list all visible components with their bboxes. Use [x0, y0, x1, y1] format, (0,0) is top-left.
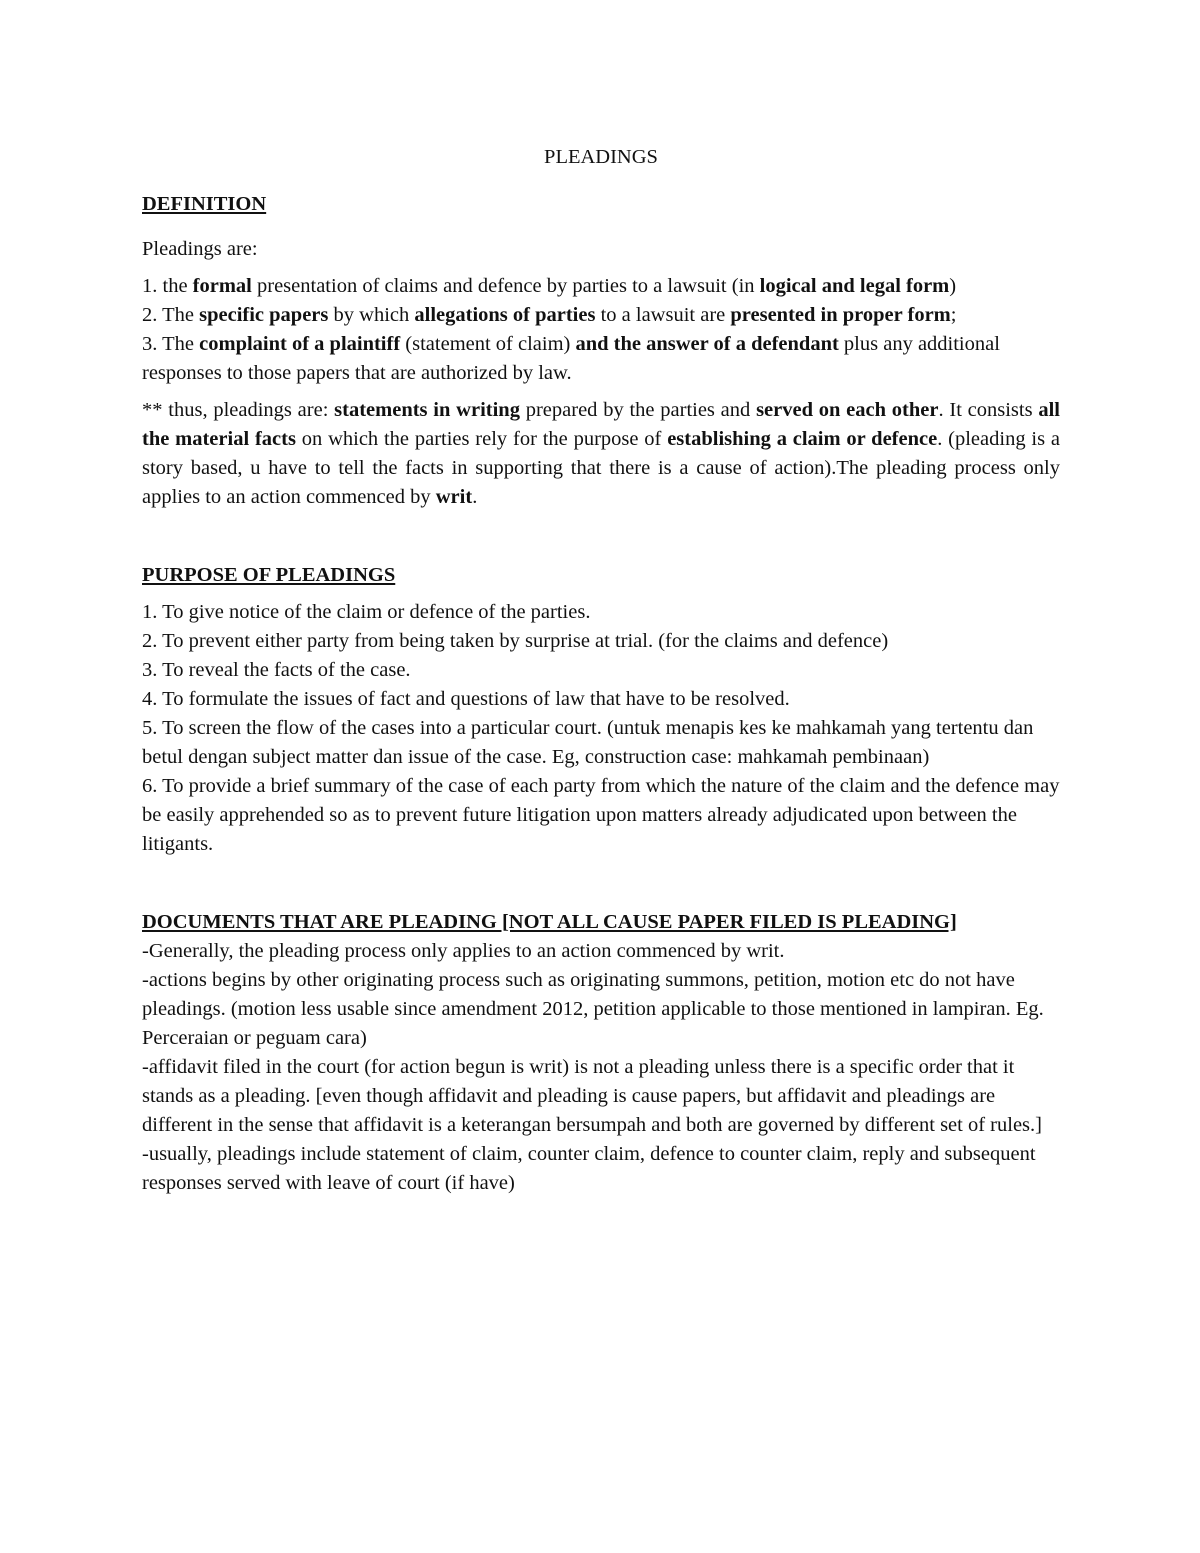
documents-item: -Generally, the pleading process only applies to an action commenced by writ.: [142, 940, 785, 962]
purpose-item: 3. To reveal the facts of the case.: [142, 659, 411, 681]
definition-heading: DEFINITION: [142, 193, 267, 215]
purpose-item: 2. To prevent either party from being taken by surprise at trial. (for the claims and defence): [142, 630, 889, 652]
documents-item: -actions begins by other originating process such as originating summons, petition, motion etc do not have pleadings. (motion less usable since amendment 2012, petition applicable to those mentioned in lampiran. Eg. Perceraian or peguam cara): [142, 969, 1044, 1049]
definition-summary: ** thus, pleadings are: statements in writing prepared by the parties and served on each other. It consists all the material facts on which the parties rely for the purpose of establishing a claim or defence. (pleading is a story based, u have to tell the facts in supporting that there is a cause of action).The pleading process only applies to an action commenced by writ.: [142, 399, 1061, 508]
documents-item: -usually, pleadings include statement of claim, counter claim, defence to counter claim, reply and subsequent responses served with leave of court (if have): [142, 1143, 1036, 1194]
purpose-heading: PURPOSE OF PLEADINGS: [142, 564, 396, 586]
purpose-item: 4. To formulate the issues of fact and questions of law that have to be resolved.: [142, 688, 790, 710]
purpose-item: 6. To provide a brief summary of the case of each party from which the nature of the claim and the defence may be easily apprehended so as to prevent future litigation upon matters already adjudicated upon between the litigants.: [142, 775, 1060, 855]
purpose-item: 5. To screen the flow of the cases into a particular court. (untuk menapis kes ke mahkamah yang tertentu dan betul dengan subject matter dan issue of the case. Eg, construction case: mahkamah pembinaan): [142, 717, 1034, 768]
definition-intro: Pleadings are:: [142, 238, 258, 260]
definition-item-1: 1. the formal presentation of claims and defence by parties to a lawsuit (in logical and legal form): [142, 275, 957, 297]
purpose-item: 1. To give notice of the claim or defence of the parties.: [142, 601, 591, 623]
page-title: PLEADINGS: [544, 146, 658, 168]
documents-item: -affidavit filed in the court (for action begun is writ) is not a pleading unless there is a specific order that it stands as a pleading. [even though affidavit and pleading is cause papers, but affidavit and pleadings are different in the sense that affidavit is a keterangan bersumpah and both are governed by different set of rules.]: [142, 1056, 1042, 1136]
documents-heading: DOCUMENTS THAT ARE PLEADING [NOT ALL CAUSE PAPER FILED IS PLEADING]: [142, 911, 957, 933]
definition-item-2: 2. The specific papers by which allegations of parties to a lawsuit are presented in proper form;: [142, 304, 957, 326]
definition-item-3: 3. The complaint of a plaintiff (statement of claim) and the answer of a defendant plus any additional responses to those papers that are authorized by law.: [142, 333, 1000, 384]
